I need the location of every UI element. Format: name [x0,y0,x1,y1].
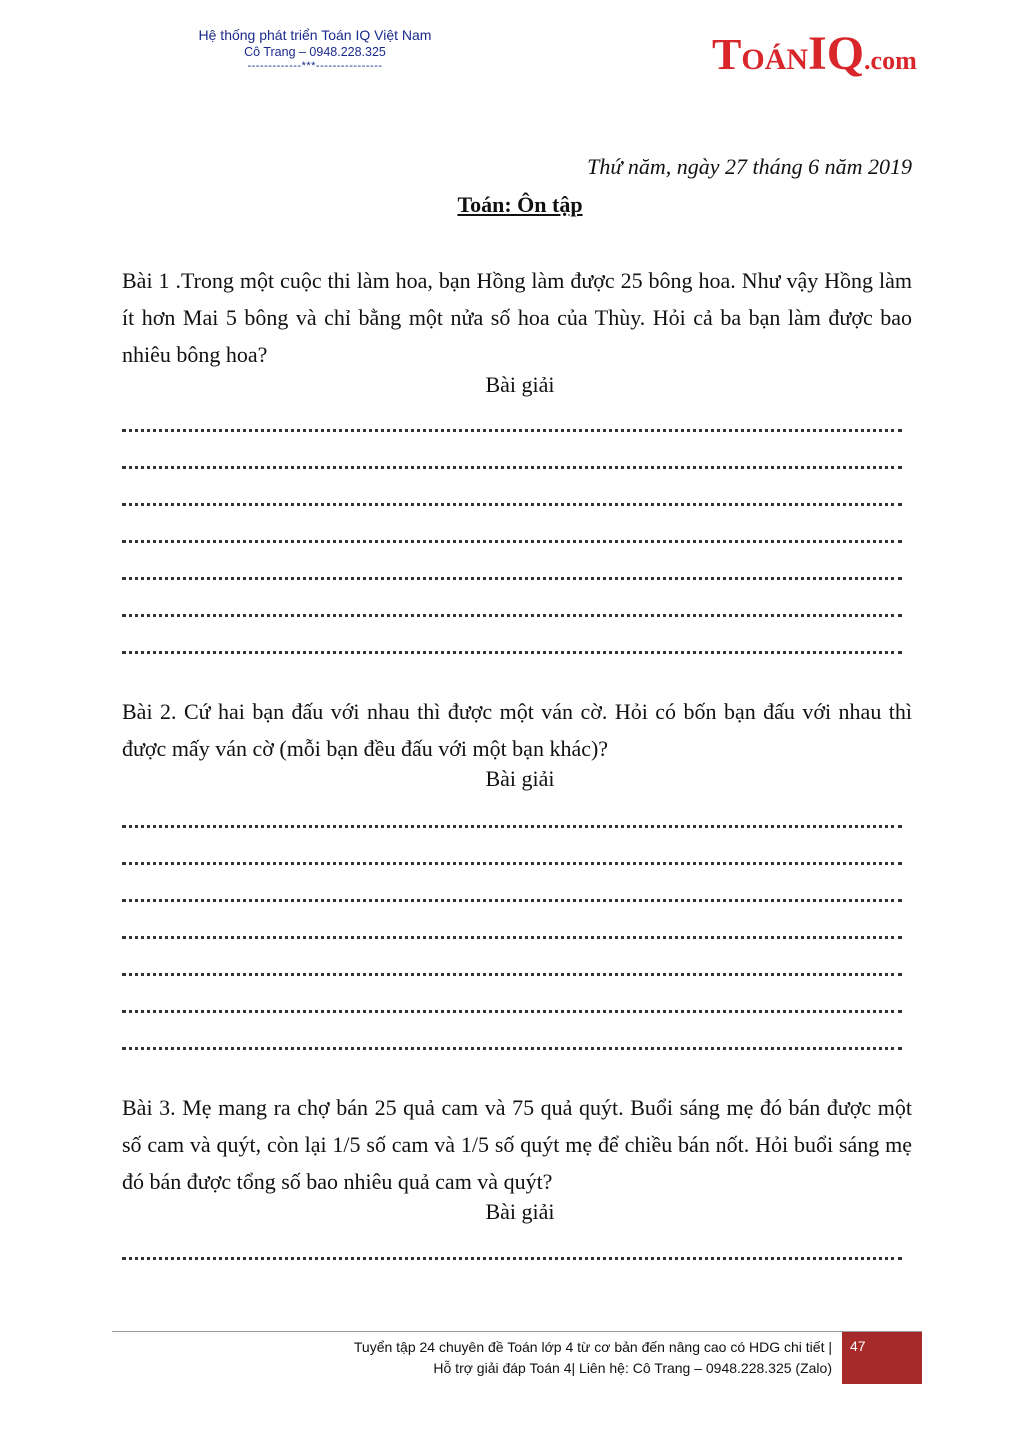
footer-line-1: Tuyển tập 24 chuyên đề Toán lớp 4 từ cơ bản đến nâng cao có HDG chi tiết | [353,1339,832,1355]
lesson-title: Toán: Ôn tập [457,192,583,217]
answer-line [122,1033,902,1050]
answer-line [122,885,902,902]
answer-line [122,637,902,654]
header-contact: Cô Trang – 0948.228.325 [244,45,386,59]
lesson-date: Thứ năm, ngày 27 tháng 6 năm 2019 [587,154,912,179]
answer-line [122,922,902,939]
problem-2: Bài 2. Cứ hai bạn đấu với nhau thì được một ván cờ. Hỏi có bốn bạn đấu với nhau thì được mấy ván cờ (mỗi bạn đều đấu với một bạn khác)? [122,699,912,761]
page-number-box [842,1332,922,1384]
answer-line [122,811,902,828]
problem-3: Bài 3. Mẹ mang ra chợ bán 25 quả cam và 75 quả quýt. Buổi sáng mẹ đó bán được một số cam và quýt, còn lại 1/5 số cam và 1/5 số quýt mẹ để chiều bán nốt. Hỏi buổi sáng mẹ đó bán được tổng số bao nhiêu quả cam và quýt? [122,1095,912,1194]
problem-1: Bài 1 .Trong một cuộc thi làm hoa, bạn Hồng làm được 25 bông hoa. Như vậy Hồng làm ít hơn Mai 5 bông và chỉ bằng một nửa số hoa của Thùy. Hỏi cả ba bạn làm được bao nhiêu bông hoa? [122,268,912,367]
answer-line [122,600,902,617]
solution-label-2: Bài giải [485,766,555,791]
answer-line [122,959,902,976]
answer-line [122,848,902,865]
header-separator: -------------***---------------- [247,60,383,72]
answer-line [122,563,902,580]
answer-line [122,526,902,543]
header-info [140,26,490,72]
toaniq-logo: TOÁNIQ.com [712,27,917,80]
header-org: Hệ thống phát triển Toán IQ Việt Nam [198,27,432,43]
answer-line [122,489,902,506]
solution-label-3: Bài giải [485,1199,555,1224]
answer-line [122,415,902,432]
page-number: 47 [850,1338,866,1354]
footer-text [354,1337,832,1379]
footer-divider [112,1331,922,1332]
solution-label-1: Bài giải [485,372,555,397]
answer-line [122,996,902,1013]
footer-line-2: Hỗ trợ giải đáp Toán 4| Liên hệ: Cô Trang – 0948.228.325 (Zalo) [433,1360,832,1376]
answer-line [122,1243,902,1260]
answer-line [122,452,902,469]
